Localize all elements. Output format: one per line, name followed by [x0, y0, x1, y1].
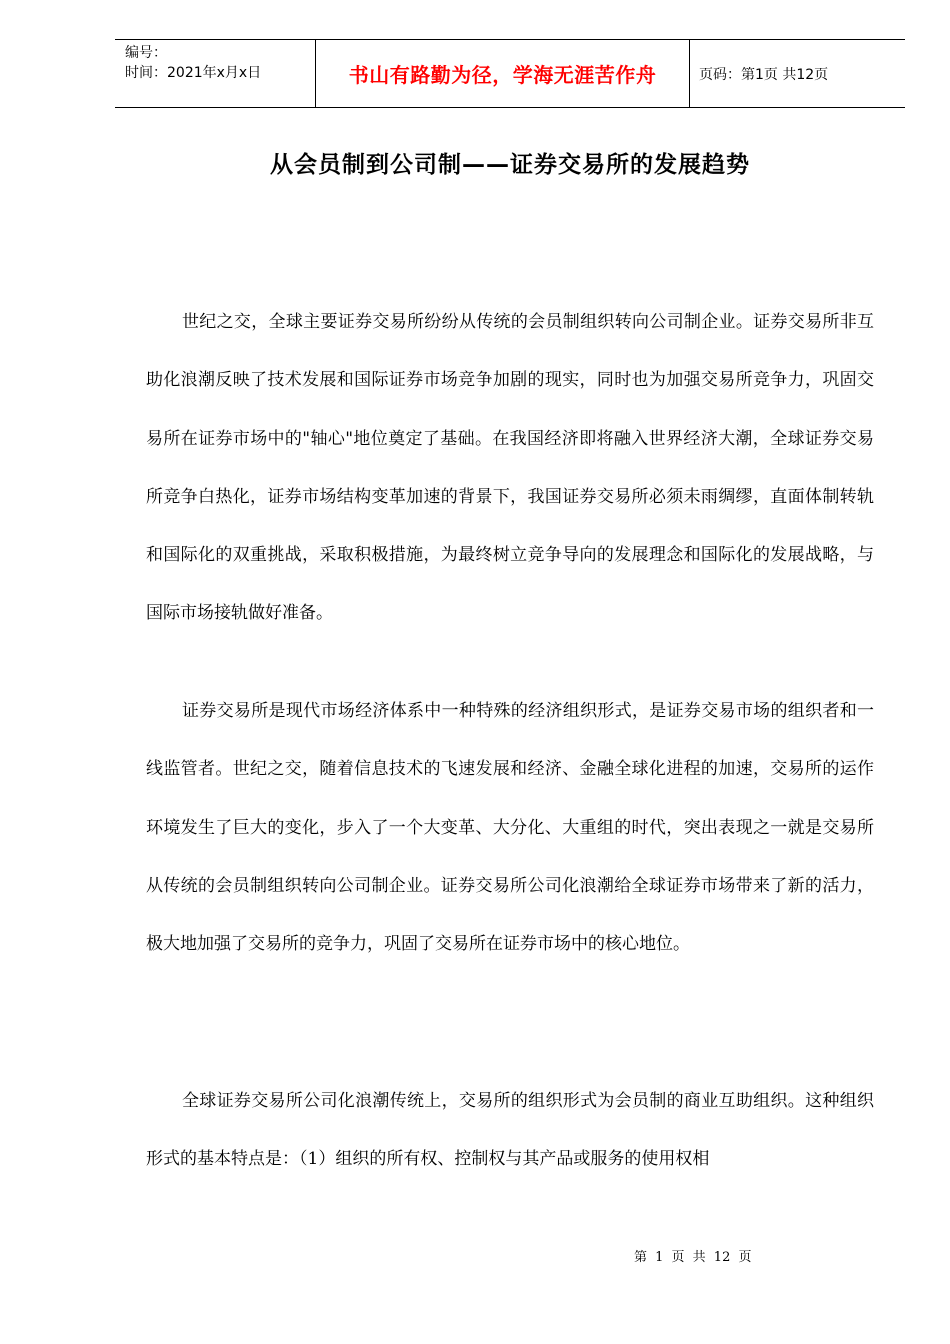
page-header: [115, 39, 905, 108]
header-meta: [125, 43, 261, 83]
header-time-label: 时间：2021年x月x日: [125, 65, 262, 81]
header-number-label: 编号：: [125, 45, 167, 61]
paragraph: 全球证券交易所公司化浪潮传统上，交易所的组织形式为会员制的商业互助组织。这种组织形式的基本特点是：（1）组织的所有权、控制权与其产品或服务的使用权相: [146, 1091, 874, 1170]
paragraph-block: [146, 682, 874, 973]
paragraph: 证券交易所是现代市场经济体系中一种特殊的经济组织形式，是证券交易市场的组织者和一线监管者。世纪之交，随着信息技术的飞速发展和经济、金融全球化进程的加速，交易所的运作环境发生了巨大的变化，步入了一个大变革、大分化、大重组的时代，突出表现之一就是交易所从传统的会员制组织转向公司制企业。证券交易所公司化浪潮给全球证券市场带来了新的活力，极大地加强了交易所的竞争力，巩固了交易所在证券市场中的核心地位。: [146, 701, 874, 955]
paragraph: 世纪之交，全球主要证券交易所纷纷从传统的会员制组织转向公司制企业。证券交易所非互助化浪潮反映了技术发展和国际证券市场竞争加剧的现实，同时也为加强交易所竞争力，巩固交易所在证券市场中的"轴心"地位奠定了基础。在我国经济即将融入世界经济大潮，全球证券交易所竞争白热化，证券市场结构变革加速的背景下，我国证券交易所必须未雨绸缪，直面体制转轨和国际化的双重挑战，采取积极措施，为最终树立竞争导向的发展理念和国际化的发展战略，与国际市场接轨做好准备。: [146, 312, 874, 624]
header-divider: [689, 40, 690, 107]
document-title: 从会员制到公司制——证券交易所的发展趋势: [270, 152, 750, 178]
paragraph-block: [146, 1072, 874, 1189]
paragraph-block: [146, 293, 874, 643]
page-footer: 第 1 页 共 12 页: [634, 1250, 752, 1265]
header-motto: 书山有路勤为径，学海无涯苦作舟: [348, 63, 657, 87]
header-page-info: 页码：第1页 共12页: [699, 67, 829, 83]
